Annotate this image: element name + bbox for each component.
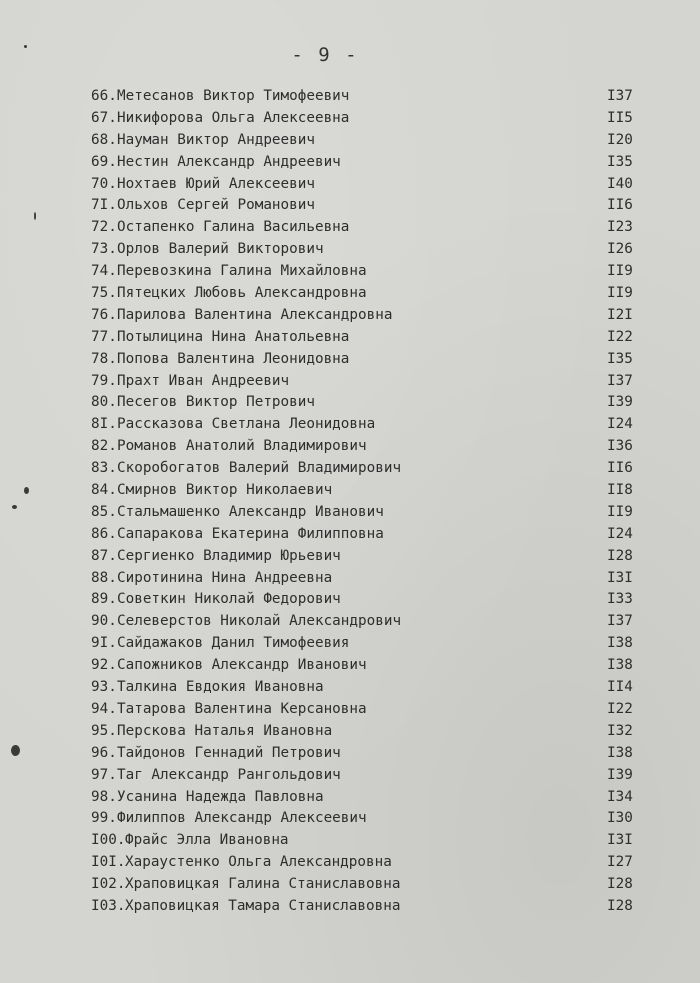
item-value: I2I	[607, 306, 633, 323]
item-value: I38	[607, 744, 633, 761]
item-value: I3I	[607, 569, 633, 586]
list-item	[91, 546, 651, 568]
person-name: Нестин Александр Андреевич	[117, 153, 341, 170]
item-number: 8I.	[91, 416, 117, 433]
list-item	[91, 480, 651, 502]
item-number: 96.	[91, 744, 117, 761]
person-name: Талкина Евдокия Ивановна	[117, 679, 324, 696]
item-number: 9I.	[91, 635, 117, 652]
item-value: II6	[607, 460, 633, 477]
item-value: I37	[607, 372, 633, 389]
item-number: 97.	[91, 766, 117, 783]
list-item	[91, 655, 651, 677]
list-item	[91, 699, 651, 721]
person-name: Прахт Иван Андреевич	[117, 372, 290, 389]
list-item	[91, 721, 651, 743]
list-item	[91, 896, 651, 918]
item-number: 88.	[91, 569, 117, 586]
item-value: II8	[607, 482, 633, 499]
person-name: Тайдонов Геннадий Петрович	[117, 744, 341, 761]
person-name: Нохтаев Юрий Алексеевич	[117, 175, 315, 192]
person-name: Смирнов Виктор Николаевич	[117, 482, 333, 499]
list-item	[91, 152, 651, 174]
list-item	[91, 217, 651, 239]
item-number: 74.	[91, 263, 117, 280]
person-name: Попова Валентина Леонидовна	[117, 350, 350, 367]
item-value: I39	[607, 766, 633, 783]
person-name: Орлов Валерий Викторович	[117, 241, 324, 258]
person-name: Храповицкая Тамара Станиславовна	[125, 897, 401, 914]
item-value: I38	[607, 635, 633, 652]
item-value: I38	[607, 657, 633, 674]
item-value: I39	[607, 394, 633, 411]
list-item	[91, 130, 651, 152]
person-name: Хараустенко Ольга Александровна	[125, 854, 392, 871]
scan-speck	[34, 212, 36, 220]
item-number: 66.	[91, 88, 117, 104]
item-number: 90.	[91, 613, 117, 630]
person-name: Парилова Валентина Александровна	[117, 306, 393, 323]
item-value: I30	[607, 810, 633, 827]
list-item	[91, 787, 651, 809]
person-name: Песегов Виктор Петрович	[117, 394, 315, 411]
list-item	[91, 108, 651, 130]
item-number: 70.	[91, 175, 117, 192]
item-value: I23	[607, 219, 633, 236]
item-number: 87.	[91, 547, 117, 564]
list-item	[91, 633, 651, 655]
person-name: Татарова Валентина Керсановна	[117, 700, 367, 717]
list-item	[91, 524, 651, 546]
item-value: I27	[607, 854, 633, 871]
person-name: Науман Виктор Андреевич	[117, 131, 315, 148]
list-item	[91, 874, 651, 896]
item-value: I32	[607, 722, 633, 739]
list-item	[91, 765, 651, 787]
item-number: 92.	[91, 657, 117, 674]
item-value: II9	[607, 503, 633, 520]
person-name: Фрайс Элла Ивановна	[125, 832, 289, 849]
item-value: I40	[607, 175, 633, 192]
list-item	[91, 174, 651, 196]
list-item	[91, 611, 651, 633]
item-number: 95.	[91, 722, 117, 739]
list-item	[91, 371, 651, 393]
list-item	[91, 502, 651, 524]
person-name: Советкин Николай Федорович	[117, 591, 341, 608]
person-name: Перевозкина Галина Михайловна	[117, 263, 367, 280]
person-name: Селеверстов Николай Александрович	[117, 613, 402, 630]
person-name: Потылицина Нина Анатольевна	[117, 328, 350, 345]
person-name: Ольхов Сергей Романович	[117, 197, 315, 214]
list-item	[91, 327, 651, 349]
item-number: 78.	[91, 350, 117, 367]
person-name: Таг Александр Рангольдович	[117, 766, 341, 783]
item-number: 82.	[91, 438, 117, 455]
scan-speck	[24, 487, 29, 494]
item-value: II5	[607, 109, 633, 126]
item-number: 76.	[91, 306, 117, 323]
scan-speck	[24, 45, 27, 48]
item-value: I26	[607, 241, 633, 258]
list-item	[91, 743, 651, 765]
person-name: Никифорова Ольга Алексеевна	[117, 109, 350, 126]
item-number: 89.	[91, 591, 117, 608]
item-number: I00.	[91, 832, 126, 849]
item-value: II6	[607, 197, 633, 214]
item-number: I03.	[91, 897, 126, 914]
list-item	[91, 458, 651, 480]
item-number: 68.	[91, 131, 117, 148]
item-number: 72.	[91, 219, 117, 236]
item-number: 83.	[91, 460, 117, 477]
item-number: 99.	[91, 810, 117, 827]
item-value: I22	[607, 700, 633, 717]
list-item	[91, 414, 651, 436]
item-value: II4	[607, 679, 633, 696]
list-item	[91, 568, 651, 590]
person-name: Сиротинина Нина Андреевна	[117, 569, 333, 586]
item-value: I28	[607, 547, 633, 564]
item-value: I20	[607, 131, 633, 148]
person-name: Сайдажаков Данил Тимофеевия	[117, 635, 350, 652]
item-value: I37	[607, 613, 633, 630]
list-item	[91, 589, 651, 611]
person-name: Храповицкая Галина Станиславовна	[125, 876, 401, 893]
item-number: I0I.	[91, 854, 126, 871]
list-item	[91, 392, 651, 414]
item-number: 94.	[91, 700, 117, 717]
item-value: I3I	[607, 832, 633, 849]
item-value: I28	[607, 897, 633, 914]
list-item	[91, 261, 651, 283]
item-number: 69.	[91, 153, 117, 170]
item-value: I37	[607, 88, 633, 104]
person-name: Метесанов Виктор Тимофеевич	[117, 88, 350, 104]
item-number: 86.	[91, 525, 117, 542]
list-item	[91, 436, 651, 458]
item-value: I24	[607, 416, 633, 433]
list-item	[91, 86, 651, 108]
item-number: 80.	[91, 394, 117, 411]
list-item	[91, 283, 651, 305]
item-number: 85.	[91, 503, 117, 520]
list-item	[91, 349, 651, 371]
list-item	[91, 830, 651, 852]
item-value: I36	[607, 438, 633, 455]
person-name: Остапенко Галина Васильевна	[117, 219, 350, 236]
item-value: II9	[607, 285, 633, 302]
item-number: 79.	[91, 372, 117, 389]
person-name: Рассказова Светлана Леонидовна	[117, 416, 376, 433]
item-value: I35	[607, 350, 633, 367]
list-item	[91, 305, 651, 327]
scan-speck	[12, 505, 17, 509]
item-number: 84.	[91, 482, 117, 499]
person-name: Сапаракова Екатерина Филипповна	[117, 525, 384, 542]
item-number: 98.	[91, 788, 117, 805]
item-number: 7I.	[91, 197, 117, 214]
item-number: 67.	[91, 109, 117, 126]
list-item	[91, 239, 651, 261]
item-number: 93.	[91, 679, 117, 696]
person-name: Романов Анатолий Владимирович	[117, 438, 367, 455]
item-value: I34	[607, 788, 633, 805]
list-item	[91, 677, 651, 699]
page-number: - 9 -	[291, 44, 359, 66]
item-number: 75.	[91, 285, 117, 302]
item-value: II9	[607, 263, 633, 280]
item-value: I33	[607, 591, 633, 608]
person-name: Сергиенко Владимир Юрьевич	[117, 547, 341, 564]
person-name: Перскова Наталья Ивановна	[117, 722, 333, 739]
list-item	[91, 808, 651, 830]
item-number: 77.	[91, 328, 117, 345]
person-name: Филиппов Александр Алексеевич	[117, 810, 367, 827]
person-name: Стальмашенко Александр Иванович	[117, 503, 384, 520]
item-value: I35	[607, 153, 633, 170]
list-item	[91, 852, 651, 874]
person-name: Пятецких Любовь Александровна	[117, 285, 367, 302]
person-name: Усанина Надежда Павловна	[117, 788, 324, 805]
item-number: 73.	[91, 241, 117, 258]
list-item	[91, 195, 651, 217]
item-value: I24	[607, 525, 633, 542]
item-value: I28	[607, 876, 633, 893]
person-name: Скоробогатов Валерий Владимирович	[117, 460, 402, 477]
item-number: I02.	[91, 876, 126, 893]
scan-speck	[11, 745, 20, 756]
name-list	[91, 86, 651, 918]
person-name: Сапожников Александр Иванович	[117, 657, 367, 674]
item-value: I22	[607, 328, 633, 345]
